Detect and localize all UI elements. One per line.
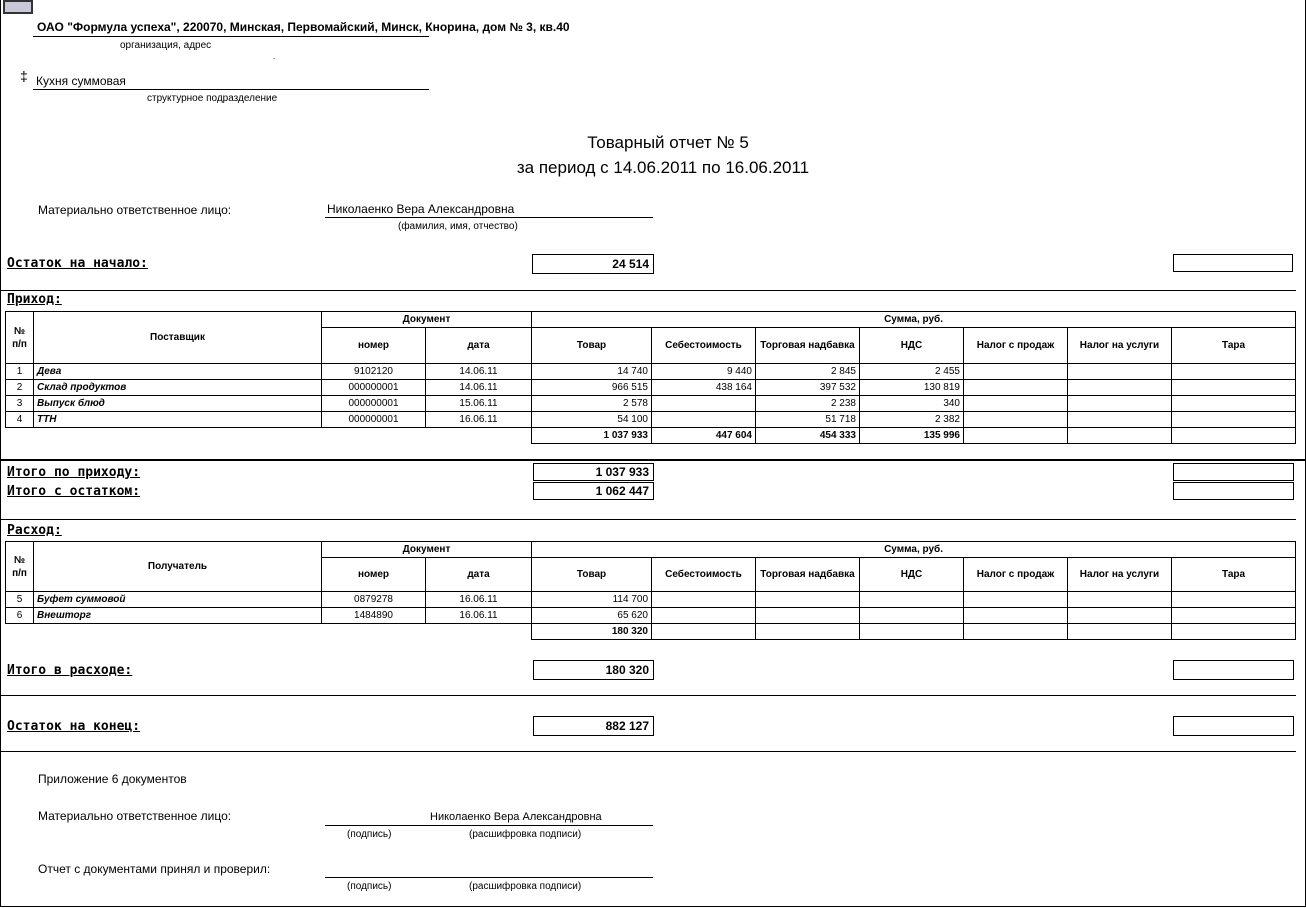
total-markup: 454 333 xyxy=(756,428,860,444)
row-markup: 2 238 xyxy=(756,396,860,412)
income-total-value: 1 037 933 xyxy=(533,463,654,481)
expense-total-extra-box xyxy=(1173,660,1294,680)
col-num: № п/п xyxy=(6,542,34,592)
total-goods: 180 320 xyxy=(532,624,652,640)
col-markup: Торговая надбавка xyxy=(756,558,860,592)
closing-extra-box xyxy=(1173,716,1294,736)
col-doc: Документ xyxy=(322,542,532,558)
row-party: Склад продуктов xyxy=(34,380,322,396)
opening-value: 24 514 xyxy=(532,254,654,274)
sign-caption-2: (подпись) xyxy=(347,881,392,892)
responsible-caption: (фамилия, имя, отчество) xyxy=(398,221,518,232)
income-table xyxy=(5,311,1296,444)
row-goods: 14 740 xyxy=(532,364,652,380)
move-handle-icon[interactable]: ‡ xyxy=(20,68,28,84)
row-vat: 2 455 xyxy=(860,364,964,380)
opening-extra-box xyxy=(1173,254,1293,272)
expense-table xyxy=(5,541,1296,640)
income-total-label: Итого по приходу: xyxy=(7,465,141,480)
corner-handle[interactable] xyxy=(3,0,33,14)
dept-caption: структурное подразделение xyxy=(147,93,278,104)
row-goods: 114 700 xyxy=(532,592,652,608)
row-vat: 2 382 xyxy=(860,412,964,428)
row-party: Дева xyxy=(34,364,322,380)
row-date: 16.06.11 xyxy=(426,608,532,624)
row-goods: 54 100 xyxy=(532,412,652,428)
col-party: Поставщик xyxy=(34,312,322,364)
table-row[interactable] xyxy=(6,380,1296,396)
row-markup: 51 718 xyxy=(756,412,860,428)
row-date: 14.06.11 xyxy=(426,380,532,396)
row-vat: 340 xyxy=(860,396,964,412)
with-balance-label: Итого с остатком: xyxy=(7,484,141,499)
responsible-label: Материально ответственное лицо: xyxy=(38,203,232,217)
opening-label: Остаток на начало: xyxy=(7,256,148,271)
footer-responsible-label: Материально ответственное лицо: xyxy=(38,809,232,823)
row-num: 2 xyxy=(6,380,34,396)
row-num: 3 xyxy=(6,396,34,412)
col-tare: Тара xyxy=(1172,558,1296,592)
row-date: 16.06.11 xyxy=(426,412,532,428)
row-num: 6 xyxy=(6,608,34,624)
col-sales-tax: Налог с продаж xyxy=(964,558,1068,592)
col-markup: Торговая надбавка xyxy=(756,328,860,364)
closing-value: 882 127 xyxy=(533,716,654,736)
row-markup: 2 845 xyxy=(756,364,860,380)
row-num: 4 xyxy=(6,412,34,428)
table-row[interactable] xyxy=(6,412,1296,428)
row-date: 14.06.11 xyxy=(426,364,532,380)
org-name: ОАО "Формула успеха", 220070, Минская, Первомайский, Минск, Кнорина, дом № 3, кв.40 xyxy=(37,20,570,34)
table-row[interactable] xyxy=(6,364,1296,380)
col-sum: Сумма, руб. xyxy=(532,542,1296,558)
report-title: Товарный отчет № 5 xyxy=(587,133,749,152)
row-markup: 397 532 xyxy=(756,380,860,396)
col-doc-date: дата xyxy=(426,558,532,592)
dot: . xyxy=(273,52,276,61)
expense-title: Расход: xyxy=(7,523,62,538)
col-goods: Товар xyxy=(532,558,652,592)
row-doc: 0879278 xyxy=(322,592,426,608)
col-cost: Себестоимость xyxy=(652,328,756,364)
table-row[interactable] xyxy=(6,592,1296,608)
row-goods: 65 620 xyxy=(532,608,652,624)
row-doc: 000000001 xyxy=(322,412,426,428)
accepted-label: Отчет с документами принял и проверил: xyxy=(38,862,271,876)
with-balance-value: 1 062 447 xyxy=(533,482,654,500)
row-party: Внешторг xyxy=(34,608,322,624)
row-cost xyxy=(652,396,756,412)
responsible-name: Николаенко Вера Александровна xyxy=(327,202,515,216)
attachment-note: Приложение 6 документов xyxy=(38,772,187,786)
totals-row xyxy=(6,428,1296,444)
col-cost: Себестоимость xyxy=(652,558,756,592)
row-doc: 9102120 xyxy=(322,364,426,380)
col-service-tax: Налог на услуги xyxy=(1068,328,1172,364)
org-caption: организация, адрес xyxy=(120,40,212,51)
totals-row xyxy=(6,624,1296,640)
row-cost: 438 164 xyxy=(652,380,756,396)
row-goods: 2 578 xyxy=(532,396,652,412)
row-doc: 000000001 xyxy=(322,396,426,412)
report-period: за период с 14.06.2011 по 16.06.2011 xyxy=(516,158,810,177)
expense-total-value: 180 320 xyxy=(533,660,654,680)
footer-responsible-name: Николаенко Вера Александровна xyxy=(430,811,602,823)
col-vat: НДС xyxy=(860,328,964,364)
col-doc-num: номер xyxy=(322,558,426,592)
row-date: 16.06.11 xyxy=(426,592,532,608)
row-date: 15.06.11 xyxy=(426,396,532,412)
row-cost xyxy=(652,412,756,428)
col-service-tax: Налог на услуги xyxy=(1068,558,1172,592)
table-row[interactable] xyxy=(6,396,1296,412)
col-doc: Документ xyxy=(322,312,532,328)
total-vat: 135 996 xyxy=(860,428,964,444)
total-cost: 447 604 xyxy=(652,428,756,444)
income-total-extra-box xyxy=(1173,463,1294,481)
income-title: Приход: xyxy=(7,292,62,307)
row-doc: 000000001 xyxy=(322,380,426,396)
row-party: Выпуск блюд xyxy=(34,396,322,412)
col-goods: Товар xyxy=(532,328,652,364)
row-doc: 1484890 xyxy=(322,608,426,624)
row-party: ТТН xyxy=(34,412,322,428)
table-row[interactable] xyxy=(6,608,1296,624)
col-sum: Сумма, руб. xyxy=(532,312,1296,328)
row-cost: 9 440 xyxy=(652,364,756,380)
total-goods: 1 037 933 xyxy=(532,428,652,444)
row-num: 1 xyxy=(6,364,34,380)
closing-label: Остаток на конец: xyxy=(7,719,141,734)
col-sales-tax: Налог с продаж xyxy=(964,328,1068,364)
row-vat: 130 819 xyxy=(860,380,964,396)
col-party: Получатель xyxy=(34,542,322,592)
with-balance-extra-box xyxy=(1173,482,1294,500)
expense-total-label: Итого в расходе: xyxy=(7,663,133,678)
decode-caption-1: (расшифровка подписи) xyxy=(469,829,582,840)
col-doc-date: дата xyxy=(426,328,532,364)
row-party: Буфет суммовой xyxy=(34,592,322,608)
dept-name: Кухня суммовая xyxy=(36,74,126,88)
col-doc-num: номер xyxy=(322,328,426,364)
col-tare: Тара xyxy=(1172,328,1296,364)
row-num: 5 xyxy=(6,592,34,608)
col-num: № п/п xyxy=(6,312,34,364)
sign-caption-1: (подпись) xyxy=(347,829,392,840)
decode-caption-2: (расшифровка подписи) xyxy=(469,881,582,892)
col-vat: НДС xyxy=(860,558,964,592)
row-goods: 966 515 xyxy=(532,380,652,396)
